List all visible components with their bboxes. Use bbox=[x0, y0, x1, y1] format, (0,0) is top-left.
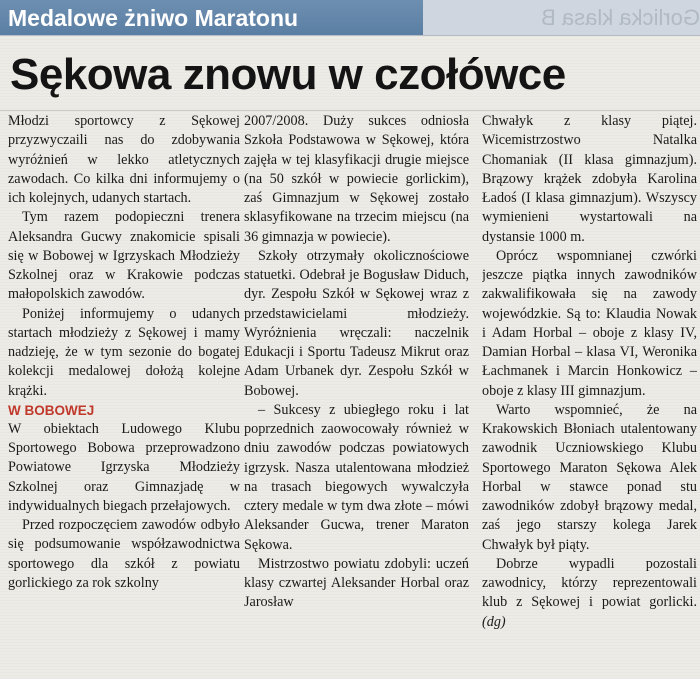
author-signature: (dg) bbox=[482, 613, 506, 630]
article-column-3 bbox=[482, 112, 697, 679]
paragraph: Poniżej informujemy o udanych startach młodzieży z Sękowej i mamy nadzieję, że w tym sezonie do bogatej kolekcji medalowej dołożą kolejne krążki. bbox=[8, 305, 240, 399]
article-headline: Sękowa znowu w czołówce bbox=[10, 50, 566, 99]
paragraph bbox=[482, 555, 697, 632]
subheading: W BOBOWEJ bbox=[8, 402, 95, 418]
paragraph: Warto wspomnieć, że na Krakowskich Błoniach utalentowany zawodnik Uczniowskiego Klubu Sportowego Maraton Sękowa Alek Horbal w stawce ponad stu zawodników zdobył brązowy medal, zaś jego starszy kolega Jarek Chwałyk był piąty. bbox=[482, 401, 697, 553]
paragraph: Przed rozpoczęciem zawodów odbyło się podsumowanie współzawodnictwa sportowego dla szkół z powiatu gorlickiego za rok szkolny bbox=[8, 517, 240, 591]
paragraph: 2007/2008. Duży sukces odniosła Szkoła Podstawowa w Sękowej, która zajęła w tej klasyfikacji drugie miejsce (na 50 szkół w powiecie gorlickim), zaś Gimnazjum w Sękowej zostało sklasyfikowane na trzecim miejscu (na 36 gimnazja w powiecie). bbox=[244, 113, 469, 245]
paragraph: Tym razem podopieczni trenera Aleksandra Gucwy znakomicie spisali się w Bobowej w Igrzyskach Młodzieży Szkolnej oraz w Krakowie podczas małopolskich zawodów. bbox=[8, 209, 240, 303]
paragraph: Młodzi sportowcy z Sękowej przyzwyczaili nas do zdobywania wyróżnień w lekko atletycznych zawodach. Co kilka dni informujemy o ich kolejnych, udanych startach. bbox=[8, 113, 240, 206]
article-column-1 bbox=[8, 112, 240, 679]
paragraph: W obiektach Ludowego Klubu Sportowego Bobowa przeprowadzono Powiatowe Igrzyska Młodzieży Szkolnej oraz Gimnazjadę w indywidualnych biegach przełajowych. bbox=[8, 420, 240, 514]
paragraph: Szkoły otrzymały okolicznościowe statuetki. Odebrał je Bogusław Diduch, dyr. Zespołu Szkół w Sękowej wraz z przedstawicielami młodzieży. Wyróżnienia wręczali: naczelnik Edukacji i Sportu Tadeusz Mikrut oraz Adam Urbanek dyr. Zespołu Szkół w Bobowej. bbox=[244, 247, 469, 399]
article-column-2 bbox=[244, 112, 469, 679]
paragraph: Chwałyk z klasy piątej. Wicemistrzostwo Natalka Chomaniak (II klasa gimnazjum). Brązowy krążek zdobyła Karolina Ładoś (I klasa gimnazjum). Wszyscy wymienieni wystartowali na dystansie 1000 m. bbox=[482, 113, 697, 245]
closing-text: Dobrze wypadli pozostali zawodnicy, którzy reprezentowali klub z Sękowej i powiat gorlicki. bbox=[482, 555, 697, 611]
headline-divider bbox=[0, 110, 700, 111]
bleed-through-text: Gorlicka klasa B bbox=[541, 5, 700, 30]
paragraph: Oprócz wspomnianej czwórki jeszcze piątka innych zawodników zakwalifikowała się na zawody wojewódzkie. Są to: Klaudia Nowak i Adam Horbal – oboje z klasy IV, Damian Horbal – klasa VI, Weronika Łachmanek i Marcin Honkowicz – oboje z klasy III gimnazjum. bbox=[482, 247, 697, 399]
section-kicker: Medalowe żniwo Maratonu bbox=[0, 0, 423, 36]
paragraph: – Sukcesy z ubiegłego roku i lat poprzednich zaowocowały również w dniu zawodów podczas powiatowych igrzysk. Nasza utalentowana młodzież na trasach biegowych wywalczyła cztery medale w tym dwa złote – mówi Aleksander Gucwa, trener Maraton Sękowa. bbox=[244, 401, 469, 553]
paragraph: Mistrzostwo powiatu zdobyli: uczeń klasy czwartej Aleksander Horbal oraz Jarosław bbox=[244, 555, 469, 611]
section-header bbox=[0, 0, 700, 36]
